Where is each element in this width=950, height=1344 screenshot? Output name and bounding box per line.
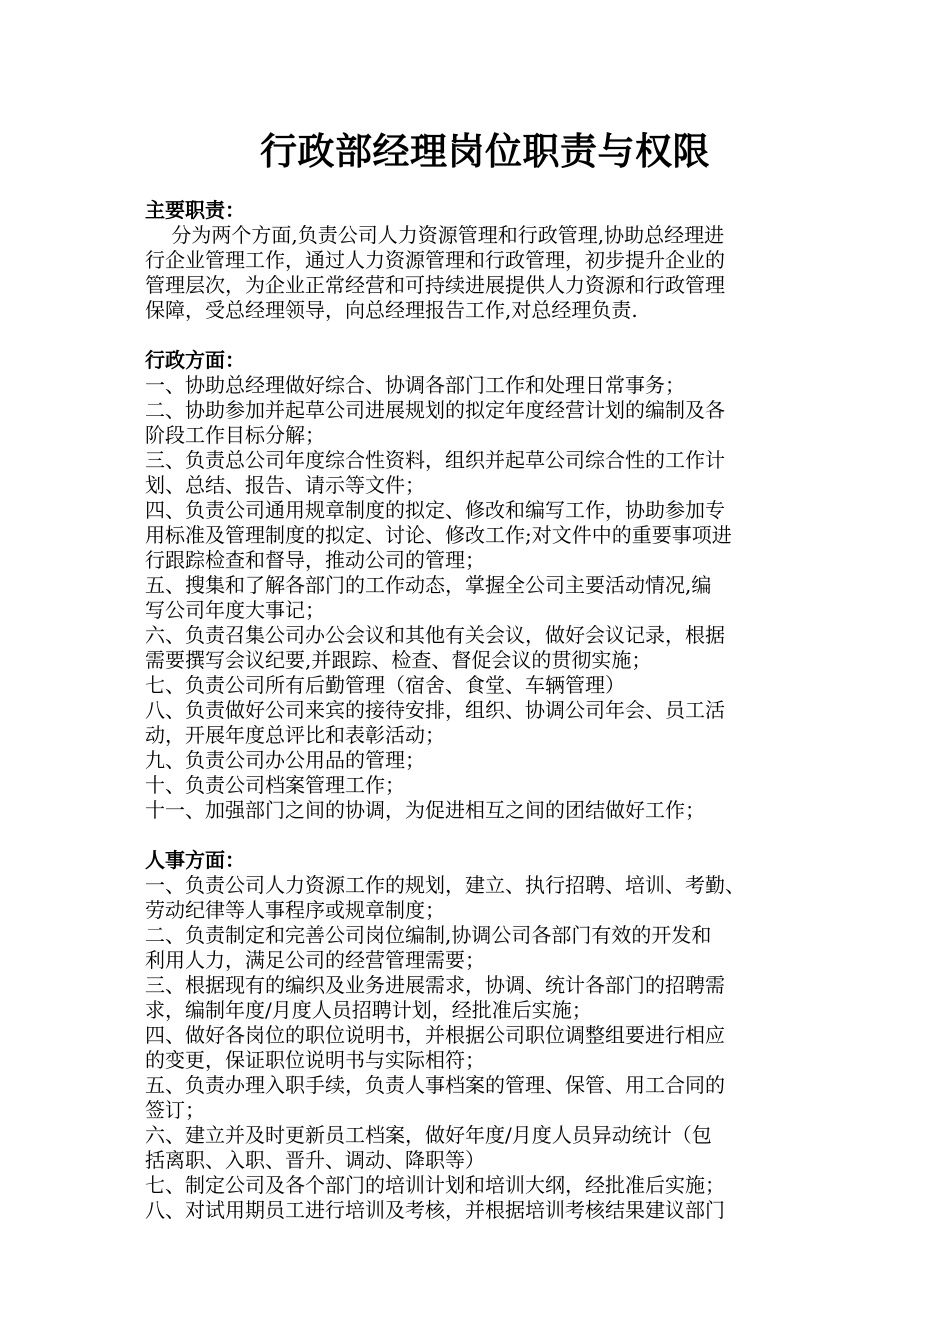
paragraph-line: 管理层次，为企业正常经营和可持续进展提供人力资源和行政管理 <box>145 273 725 297</box>
list-item-line: 一、协助总经理做好综合、协调各部门工作和处理日常事务； <box>145 373 685 397</box>
list-item-line: 的变更，保证职位说明书与实际相符； <box>145 1048 485 1072</box>
section-spacer <box>145 823 825 848</box>
list-item-line: 五、负责办理入职手续，负责人事档案的管理、保管、用工合同的 <box>145 1073 725 1097</box>
document-body <box>145 198 825 1223</box>
section-heading: 人事方面： <box>145 848 245 872</box>
list-item-line: 阶段工作目标分解； <box>145 423 325 447</box>
section-administration <box>145 348 825 823</box>
list-item-line: 二、负责制定和完善公司岗位编制,协调公司各部门有效的开发和 <box>145 923 712 947</box>
section-heading: 行政方面： <box>145 348 245 372</box>
list-item-line: 十一、加强部门之间的协调，为促进相互之间的团结做好工作； <box>145 798 705 822</box>
paragraph-line: 分为两个方面,负责公司人力资源管理和行政管理,协助总经理进 <box>145 223 725 247</box>
document-title: 行政部经理岗位职责与权限 <box>260 129 710 173</box>
paragraph-line: 行企业管理工作，通过人力资源管理和行政管理，初步提升企业的 <box>145 248 725 272</box>
list-item-line: 括离职、入职、晋升、调动、降职等） <box>145 1148 485 1172</box>
list-item-line: 八、负责做好公司来宾的接待安排，组织、协调公司年会、员工活 <box>145 698 725 722</box>
list-item-line: 写公司年度大事记； <box>145 598 325 622</box>
list-item-line: 行跟踪检查和督导，推动公司的管理； <box>145 548 485 572</box>
list-item-line: 需要撰写会议纪要,并跟踪、检查、督促会议的贯彻实施； <box>145 648 652 672</box>
list-item-line: 七、制定公司及各个部门的培训计划和培训大纲，经批准后实施； <box>145 1173 725 1197</box>
list-item-line: 划、总结、报告、请示等文件； <box>145 473 425 497</box>
list-item-line: 二、协助参加并起草公司进展规划的拟定年度经营计划的编制及各 <box>145 398 725 422</box>
list-item-line: 十、负责公司档案管理工作； <box>145 773 405 797</box>
list-item-line: 签订； <box>145 1098 205 1122</box>
section-spacer <box>145 323 825 348</box>
list-item-line: 九、负责公司办公用品的管理； <box>145 748 425 772</box>
list-item-line: 五、搜集和了解各部门的工作动态，掌握全公司主要活动情况,编 <box>145 573 712 597</box>
list-item-line: 三、根据现有的编织及业务进展需求，协调、统计各部门的招聘需 <box>145 973 725 997</box>
list-item-line: 八、对试用期员工进行培训及考核，并根据培训考核结果建议部门 <box>145 1198 725 1222</box>
section-main-duties <box>145 198 825 323</box>
list-item-line: 七、负责公司所有后勤管理（宿舍、食堂、车辆管理） <box>145 673 625 697</box>
section-personnel <box>145 848 825 1223</box>
section-heading: 主要职责： <box>145 198 245 222</box>
list-item-line: 利用人力，满足公司的经营管理需要； <box>145 948 485 972</box>
list-item-line: 一、负责公司人力资源工作的规划，建立、执行招聘、培训、考勤、 <box>145 873 745 897</box>
list-item-line: 用标准及管理制度的拟定、讨论、修改工作;对文件中的重要事项进 <box>145 523 732 547</box>
list-item-line: 动，开展年度总评比和表彰活动； <box>145 723 445 747</box>
list-item-line: 六、建立并及时更新员工档案，做好年度/月度人员异动统计（包 <box>145 1123 712 1147</box>
list-item-line: 三、负责总公司年度综合性资料，组织并起草公司综合性的工作计 <box>145 448 725 472</box>
list-item-line: 劳动纪律等人事程序或规章制度； <box>145 898 445 922</box>
list-item-line: 四、做好各岗位的职位说明书，并根据公司职位调整组要进行相应 <box>145 1023 725 1047</box>
paragraph-line: 保障，受总经理领导，向总经理报告工作,对总经理负责. <box>145 298 638 322</box>
list-item-line: 四、负责公司通用规章制度的拟定、修改和编写工作，协助参加专 <box>145 498 725 522</box>
list-item-line: 求，编制年度/月度人员招聘计划，经批准后实施； <box>145 998 592 1022</box>
list-item-line: 六、负责召集公司办公会议和其他有关会议，做好会议记录，根据 <box>145 623 725 647</box>
